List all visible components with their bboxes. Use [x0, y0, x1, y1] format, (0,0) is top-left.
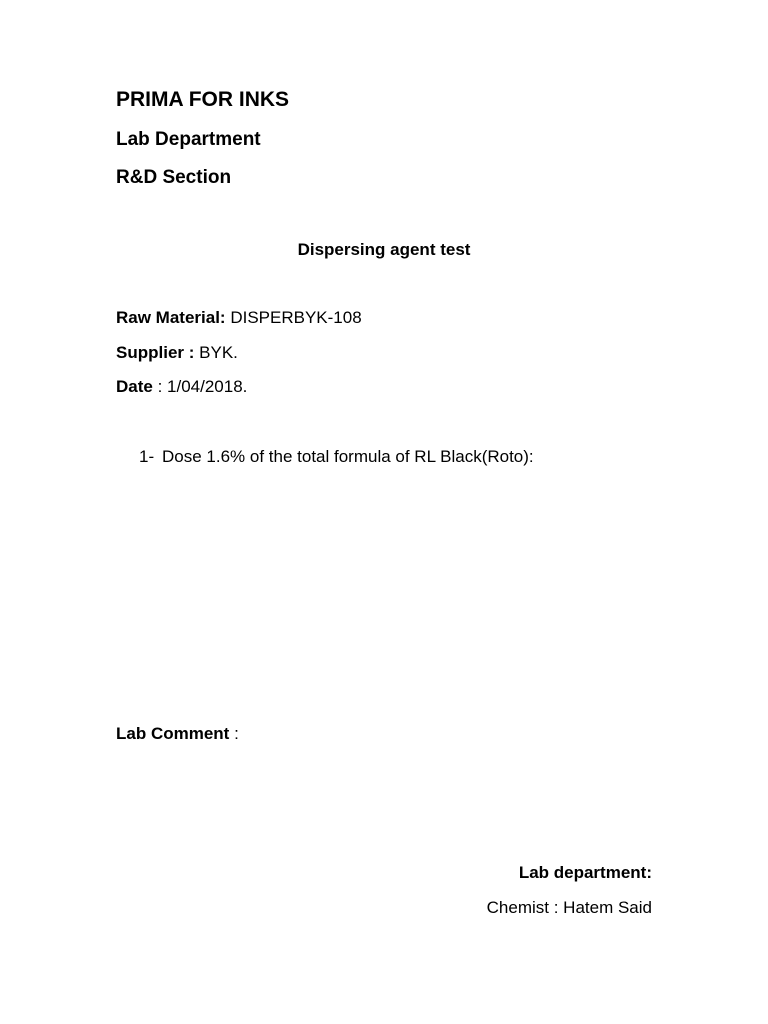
- raw-material-label: Raw Material:: [116, 308, 226, 327]
- date-field: [116, 378, 247, 395]
- section-name: R&D Section: [116, 167, 232, 188]
- list-item: [139, 448, 534, 465]
- signature-department: Lab department:: [518, 863, 652, 882]
- lab-comment: [116, 725, 239, 742]
- date-value: : 1/04/2018.: [157, 377, 248, 396]
- document-title: Dispersing agent test: [297, 240, 471, 259]
- supplier-field: [116, 344, 238, 361]
- raw-material-value: DISPERBYK-108: [230, 308, 362, 327]
- lab-comment-colon: :: [229, 724, 239, 743]
- list-item-text: Dose 1.6% of the total formula of RL Black(Roto):: [162, 447, 534, 466]
- raw-material-field: [116, 309, 362, 326]
- supplier-label: Supplier :: [116, 343, 195, 362]
- lab-comment-label: Lab Comment: [116, 724, 230, 743]
- department-name: Lab Department: [116, 129, 261, 150]
- date-label: Date: [116, 377, 153, 396]
- supplier-value: BYK.: [199, 343, 238, 362]
- organization-name: PRIMA FOR INKS: [116, 88, 290, 111]
- list-item-number: 1-: [139, 447, 155, 466]
- signature-chemist: Chemist : Hatem Said: [486, 898, 652, 917]
